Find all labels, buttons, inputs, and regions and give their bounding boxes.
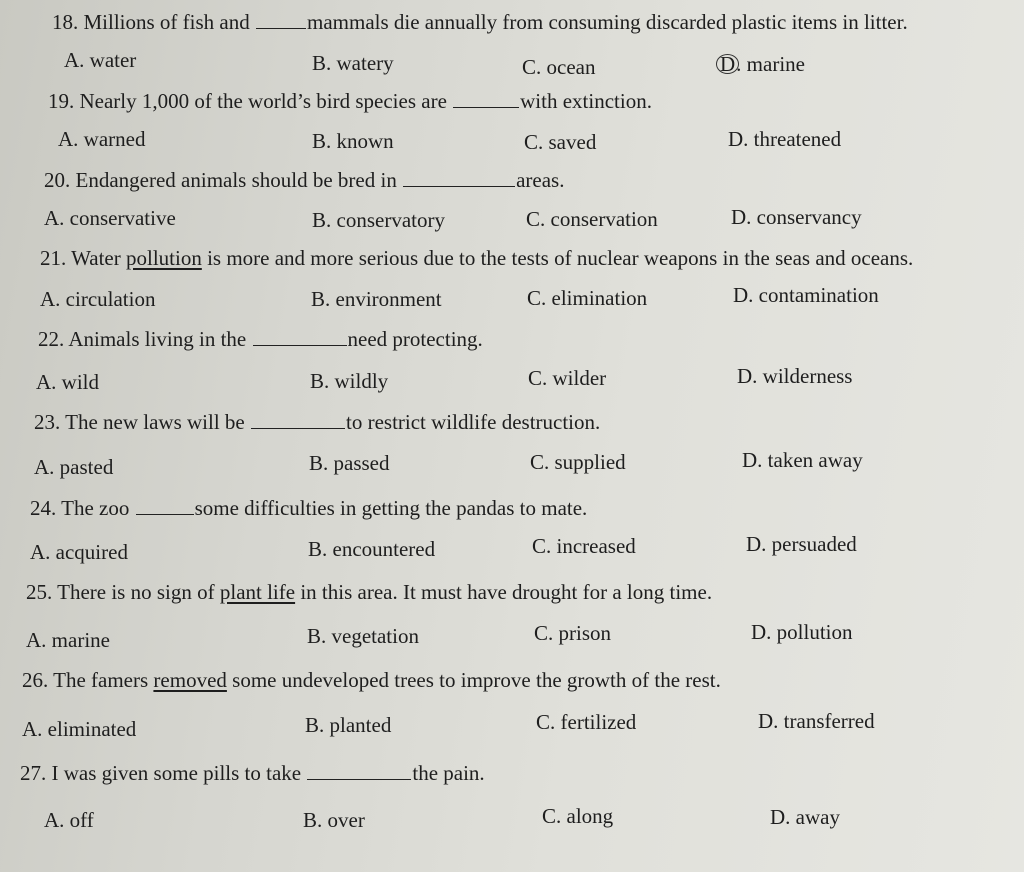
option-a: A. eliminated (22, 717, 137, 741)
question-text: Endangered animals should be bred in (75, 168, 403, 192)
option-c: C. wilder (528, 366, 607, 390)
question-26 (22, 668, 721, 692)
option-c: C. elimination (527, 286, 648, 310)
option-b: B. planted (305, 713, 392, 737)
option-c: C. supplied (530, 450, 626, 474)
option-a: A. marine (26, 628, 110, 652)
question-text: need protecting. (347, 327, 483, 351)
option-d: D. threatened (728, 127, 842, 151)
answer-blank (307, 778, 411, 780)
answer-blank (251, 427, 345, 429)
option-d: D. persuaded (746, 532, 857, 556)
question-number: 22. (38, 327, 65, 351)
question-text: to restrict wildlife destruction. (346, 410, 601, 434)
selected-answer-mark: D (716, 54, 739, 74)
underlined-word: pollution (125, 246, 202, 270)
answer-blank (256, 27, 306, 29)
question-19 (48, 89, 652, 113)
option-c: C. conservation (526, 207, 658, 231)
underlined-word: plant life (219, 580, 296, 604)
question-21 (40, 246, 913, 270)
question-number: 21. (40, 246, 67, 270)
option-d: D. contamination (733, 283, 879, 307)
question-number: 19. (48, 89, 75, 113)
option-a: A. water (64, 48, 137, 72)
question-text: in this area. It must have drought for a long time. (295, 580, 713, 604)
option-a: A. conservative (44, 206, 176, 230)
question-25 (26, 580, 712, 604)
question-text: with extinction. (520, 89, 652, 113)
option-b: B. watery (312, 51, 394, 75)
option-a: A. circulation (40, 287, 156, 311)
option-a: A. acquired (30, 540, 128, 564)
question-number: 23. (34, 410, 61, 434)
question-22 (38, 327, 483, 351)
option-d: D. away (770, 805, 840, 829)
option-c: C. along (542, 804, 614, 828)
question-number: 18. (52, 10, 79, 34)
option-d: D. wilderness (737, 364, 853, 388)
question-20 (44, 168, 564, 192)
option-c: C. increased (532, 534, 636, 558)
question-text: I was given some pills to take (51, 761, 307, 785)
answer-blank (253, 344, 347, 346)
question-text: areas. (516, 168, 565, 192)
option-d: D. transferred (758, 709, 875, 733)
option-d: D. pollution (751, 620, 853, 644)
question-24 (30, 496, 587, 520)
question-number: 27. (20, 761, 47, 785)
question-text: some difficulties in getting the pandas to mate. (194, 496, 588, 520)
answer-blank (403, 185, 515, 187)
option-d: D. taken away (742, 448, 863, 472)
option-a: A. pasted (34, 455, 114, 479)
option-d-selected (720, 52, 805, 76)
option-b: B. over (303, 808, 365, 832)
question-27 (20, 761, 485, 785)
underlined-word: removed (153, 668, 227, 692)
option-b: B. wildly (310, 369, 389, 393)
question-number: 20. (44, 168, 71, 192)
question-text: Animals living in the (68, 327, 252, 351)
question-text: Millions of fish and (83, 10, 255, 34)
question-text: some undeveloped trees to improve the growth of the rest. (226, 668, 721, 692)
option-d: D. conservancy (731, 205, 862, 229)
question-text: The famers (53, 668, 154, 692)
answer-blank (453, 106, 519, 108)
question-text: is more and more serious due to the tests of nuclear weapons in the seas and oceans. (201, 246, 914, 270)
option-c: C. prison (534, 621, 612, 645)
option-b: B. encountered (308, 537, 436, 561)
option-a: A. warned (58, 127, 146, 151)
question-number: 25. (26, 580, 53, 604)
question-23 (34, 410, 600, 434)
option-c: C. fertilized (536, 710, 637, 734)
question-text: Water (71, 246, 126, 270)
question-18 (52, 10, 908, 34)
option-c: C. ocean (522, 55, 596, 79)
question-text: There is no sign of (57, 580, 220, 604)
option-c: C. saved (524, 130, 597, 154)
question-text: Nearly 1,000 of the world’s bird species are (79, 89, 453, 113)
option-d-text: . marine (736, 52, 805, 76)
option-a: A. off (44, 808, 94, 832)
answer-blank (136, 513, 194, 515)
question-number: 24. (30, 496, 57, 520)
question-text: The zoo (61, 496, 135, 520)
option-a: A. wild (36, 370, 99, 394)
option-b: B. environment (311, 287, 442, 311)
option-b: B. vegetation (307, 624, 419, 648)
question-text: The new laws will be (65, 410, 250, 434)
question-number: 26. (22, 668, 49, 692)
option-b: B. passed (309, 451, 390, 475)
question-text: mammals die annually from consuming discarded plastic items in litter. (307, 10, 908, 34)
option-b: B. known (312, 129, 394, 153)
question-text: the pain. (412, 761, 485, 785)
option-b: B. conservatory (312, 208, 445, 232)
